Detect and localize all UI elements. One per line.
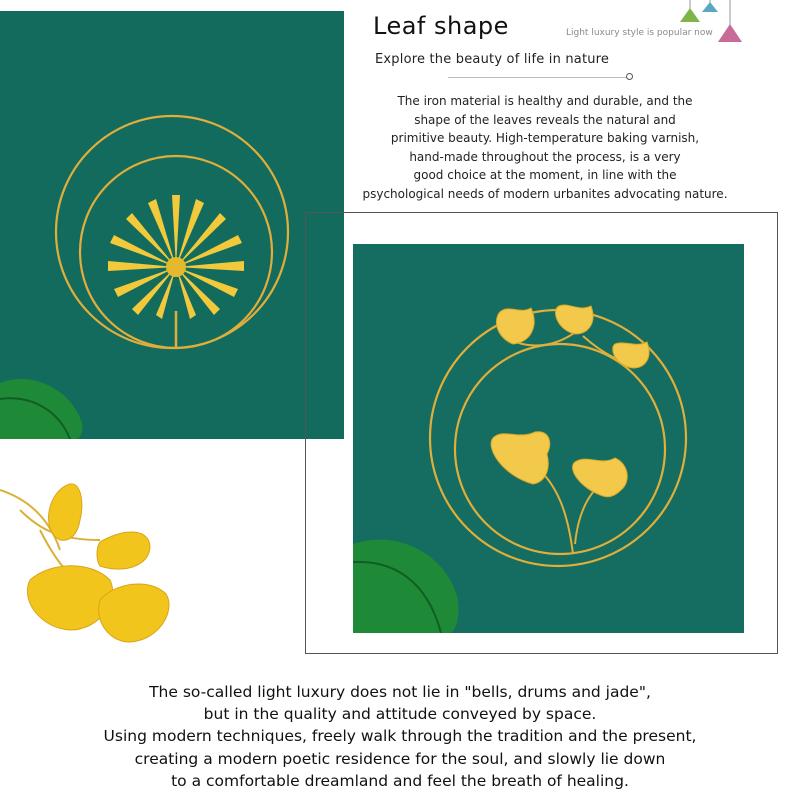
description-line: primitive beauty. High-temperature baking varnish,: [390, 131, 700, 146]
palm-leaf-icon: [108, 195, 244, 319]
description-line: hand-made throughout the process, is a very: [409, 149, 681, 164]
closing-line: but in the quality and attitude conveyed by space.: [203, 705, 597, 724]
subtitle: Explore the beauty of life in nature: [375, 52, 610, 67]
ginkgo-leaf-icon: [27, 484, 169, 642]
monstera-leaf-icon: [353, 540, 459, 633]
description-line: psychological needs of modern urbanites advocating nature.: [362, 186, 728, 201]
description-line: shape of the leaves reveals the natural and: [414, 112, 676, 127]
closing-line: to a comfortable dreamland and feel the breath of healing.: [171, 771, 629, 790]
pendant-lamp-icon: [676, 0, 746, 44]
palm-leaf-wall-art: [0, 11, 344, 439]
divider-dot-icon: [626, 73, 633, 80]
closing-line: Using modern techniques, freely walk through the tradition and the present,: [103, 727, 697, 746]
product-photo-ginkgo: [353, 244, 744, 633]
page-title: Leaf shape: [373, 12, 509, 40]
description-line: good choice at the moment, in line with the: [413, 168, 677, 183]
ginkgo-wall-art: [353, 244, 744, 633]
monstera-leaf-icon: [0, 379, 83, 439]
ginkgo-leaf-icon: [491, 305, 649, 497]
closing-line: creating a modern poetic residence for the soul, and slowly lie down: [134, 749, 666, 768]
description-line: The iron material is healthy and durable, and the: [397, 94, 693, 108]
product-description: [340, 92, 750, 204]
product-photo-palm-leaf: [0, 11, 344, 439]
closing-line: The so-called light luxury does not lie in "bells, drums and jade",: [149, 683, 651, 701]
title-divider: [448, 77, 630, 78]
tagline: Light luxury style is popular now: [566, 28, 713, 38]
ginkgo-leaf-decoration: [0, 470, 200, 670]
closing-statement: [40, 681, 760, 792]
